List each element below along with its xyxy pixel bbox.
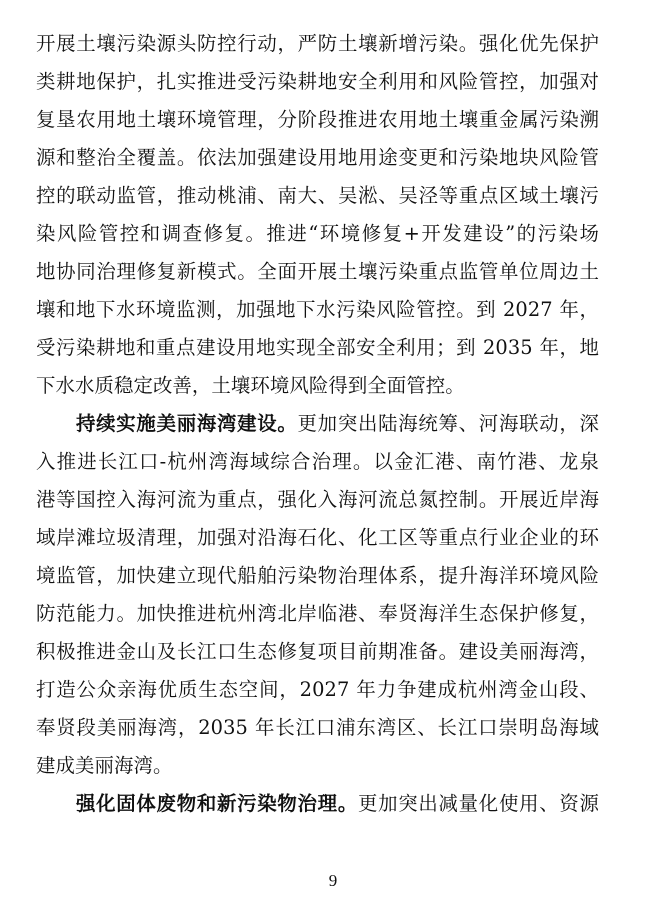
text-line: 受污染耕地和重点建设用地实现全部安全利用；到 2035 年，地 (36, 336, 599, 359)
text-line: 复垦农用地土壤环境管理，分阶段推进农用地土壤重金属污染溯 (36, 108, 599, 131)
text-line: 源和整治全覆盖。依法加强建设用地用途变更和污染地块风险管 (36, 146, 599, 169)
text-line: 防范能力。加快推进杭州湾北岸临港、奉贤海洋生态保护修复， (36, 602, 599, 625)
text-line: 控的联动监管，推动桃浦、南大、吴淞、吴泾等重点区域土壤污 (36, 184, 599, 207)
text-line: 建成美丽海湾。 (36, 754, 173, 777)
paragraph-heading: 强化固体废物和新污染物治理。 (76, 792, 358, 815)
text-line: 壤和地下水环境监测，加强地下水污染风险管控。到 2027 年， (36, 298, 599, 321)
page-number: 9 (328, 871, 338, 890)
text-line: 下水水质稳定改善，土壤环境风险得到全面管控。 (36, 374, 465, 397)
text-line: 入推进长江口-杭州湾海域综合治理。以金汇港、南竹港、龙泉 (36, 450, 599, 473)
line-text: 更加突出陆海统筹、河海联动，深 (297, 412, 599, 435)
text-line: 开展土壤污染源头防控行动，严防土壤新增污染。强化优先保护 (36, 32, 599, 55)
text-line: 类耕地保护，扎实推进受污染耕地安全利用和风险管控，加强对 (36, 70, 599, 93)
text-line: 港等国控入海河流为重点，强化入海河流总氮控制。开展近岸海 (36, 488, 599, 511)
text-line: 奉贤段美丽海湾，2035 年长江口浦东湾区、长江口崇明岛海域 (36, 716, 599, 739)
text-line: 境监管，加快建立现代船舶污染物治理体系，提升海洋环境风险 (36, 564, 599, 587)
paragraph-heading: 持续实施美丽海湾建设。 (76, 412, 298, 435)
text-line (76, 791, 599, 817)
text-line: 染风险管控和调查修复。推进“环境修复+开发建设”的污染场 (36, 222, 599, 245)
text-line: 积极推进金山及长江口生态修复项目前期准备。建设美丽海湾， (36, 640, 599, 663)
text-line: 地协同治理修复新模式。全面开展土壤污染重点监管单位周边土 (36, 260, 599, 283)
text-line (76, 411, 599, 437)
text-line: 打造公众亲海优质生态空间，2027 年力争建成杭州湾金山段、 (36, 678, 599, 701)
line-text: 更加突出减量化使用、资源 (357, 792, 599, 815)
text-line: 域岸滩垃圾清理，加强对沿海石化、化工区等重点行业企业的环 (36, 526, 599, 549)
